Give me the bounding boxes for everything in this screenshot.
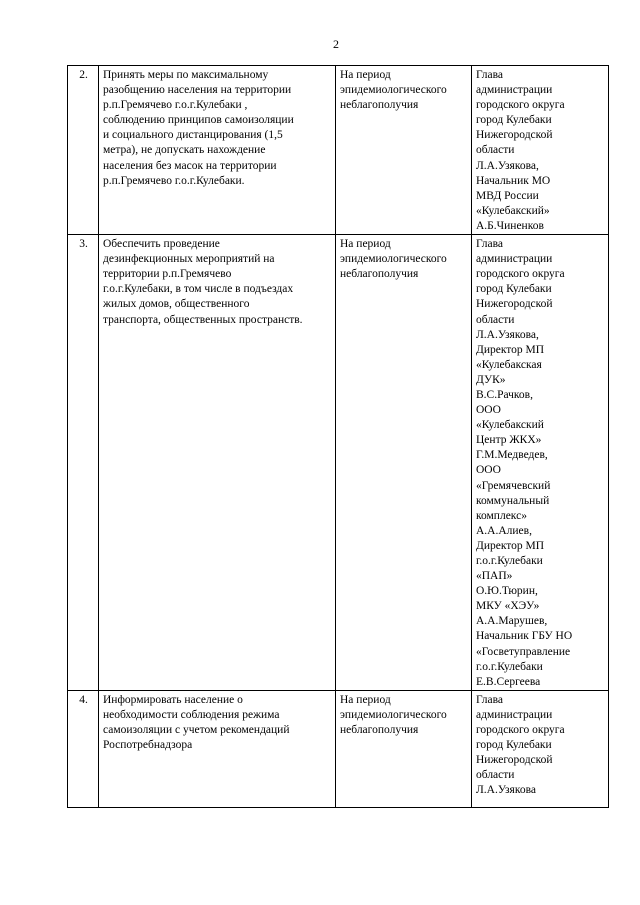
responsible-line: О.Ю.Тюрин, <box>476 585 538 598</box>
responsible-line: Г.М.Медведев, <box>476 449 548 462</box>
responsible-line: ООО <box>476 464 501 477</box>
responsible-line: МКУ «ХЭУ» <box>476 600 540 613</box>
responsible-line: администрации <box>476 253 553 266</box>
period-line: неблагополучия <box>340 724 419 737</box>
row-number: 4. <box>68 690 99 807</box>
responsible-line: В.С.Рачков, <box>476 388 533 401</box>
responsible-line: МВД России <box>476 189 539 202</box>
action-line: Обеспечить проведение <box>103 238 220 251</box>
responsible-line: «Кулебакский <box>476 419 544 432</box>
responsible-line: Нижегородской <box>476 129 553 142</box>
responsible-line: Начальник ГБУ НО <box>476 630 573 643</box>
responsible-line: ООО <box>476 404 501 417</box>
action-line: необходимости соблюдения режима <box>103 708 280 721</box>
period-line: эпидемиологического <box>340 84 447 97</box>
responsible-line: г.о.г.Кулебаки <box>476 660 543 673</box>
responsible-line: город Кулебаки <box>476 739 552 752</box>
responsible-line: Директор МП <box>476 539 545 552</box>
responsible-line: «Кулебакская <box>476 358 542 371</box>
responsible-line: город Кулебаки <box>476 114 552 127</box>
action-line: метра), не допускать нахождение <box>103 144 266 157</box>
period-line: На период <box>340 69 391 81</box>
responsible-line: г.о.г.Кулебаки <box>476 555 543 567</box>
responsible-line: области <box>476 313 515 326</box>
responsible-line: город Кулебаки <box>476 283 552 296</box>
responsible-line: Л.А.Узякова <box>476 784 536 797</box>
responsible-line: области <box>476 769 515 782</box>
responsible-line: администрации <box>476 84 553 97</box>
action-line: самоизоляции с учетом рекомендаций <box>103 724 290 737</box>
row-number: 2. <box>68 66 99 235</box>
responsible-line: Центр ЖКХ» <box>476 434 542 447</box>
responsible-line: «Гремячевский <box>476 479 551 492</box>
responsible-cell <box>472 690 609 807</box>
responsible-line: Л.А.Узякова, <box>476 159 539 172</box>
responsible-line: Глава <box>476 693 504 706</box>
responsible-line: Директор МП <box>476 343 545 356</box>
responsible-cell <box>472 66 609 235</box>
responsible-line: «Госветуправление <box>476 645 571 658</box>
responsible-line: Е.В.Сергеева <box>476 675 541 688</box>
period-line: На период <box>340 693 391 706</box>
responsible-line: А.А.Алиев, <box>476 524 532 537</box>
responsible-line: Нижегородской <box>476 754 553 767</box>
action-line: г.о.г.Кулебаки, в том числе в подъездах <box>103 283 294 296</box>
action-line: транспорта, общественных пространств. <box>103 313 303 326</box>
action-line: жилых домов, общественного <box>103 298 250 311</box>
action-line: р.п.Гремячево г.о.г.Кулебаки , <box>103 99 248 112</box>
action-line: соблюдению принципов самоизоляции <box>103 114 294 127</box>
period-cell <box>336 66 472 235</box>
period-cell <box>336 235 472 691</box>
responsible-line: «ПАП» <box>476 570 513 583</box>
responsible-line: Начальник МО <box>476 174 551 187</box>
responsible-line: комплекс» <box>476 509 527 522</box>
action-line: населения без масок на территории <box>103 159 277 172</box>
responsible-line: городского округа <box>476 724 565 737</box>
responsible-line: Глава <box>476 69 504 81</box>
responsible-line: коммунальный <box>476 494 550 507</box>
table-row <box>68 66 609 235</box>
responsible-line: А.Б.Чиненков <box>476 219 544 232</box>
action-line: Информировать население о <box>103 693 243 706</box>
action-line: и социального дистанцирования (1,5 <box>103 129 283 142</box>
table-row <box>68 235 609 691</box>
responsible-line: области <box>476 144 515 157</box>
period-line: На период <box>340 238 391 251</box>
action-line: разобщению населения на территории <box>103 84 292 97</box>
action-cell <box>99 690 336 807</box>
row-number: 3. <box>68 235 99 691</box>
table-row <box>68 690 609 807</box>
responsible-line: Л.А.Узякова, <box>476 328 539 341</box>
action-line: территории р.п.Гремячево <box>103 268 232 281</box>
action-cell <box>99 66 336 235</box>
action-line: Роспотребнадзора <box>103 739 193 752</box>
action-cell <box>99 235 336 691</box>
action-line: р.п.Гремячево г.о.г.Кулебаки. <box>103 174 245 187</box>
action-line: дезинфекционных мероприятий на <box>103 253 275 266</box>
responsible-line: А.А.Марушев, <box>476 615 548 628</box>
action-line: Принять меры по максимальному <box>103 69 269 81</box>
period-line: неблагополучия <box>340 99 419 112</box>
responsible-line: городского округа <box>476 268 565 281</box>
responsible-line: городского округа <box>476 99 565 112</box>
responsible-line: ДУК» <box>476 373 506 386</box>
responsible-cell <box>472 235 609 691</box>
responsible-line: Нижегородской <box>476 298 553 311</box>
measures-table <box>67 65 609 808</box>
period-line: эпидемиологического <box>340 708 447 721</box>
responsible-line: Глава <box>476 238 504 251</box>
responsible-line: администрации <box>476 708 553 721</box>
responsible-line: «Кулебакский» <box>476 204 550 217</box>
period-line: эпидемиологического <box>340 253 447 266</box>
page-number: 2 <box>333 37 339 51</box>
period-line: неблагополучия <box>340 268 419 281</box>
period-cell <box>336 690 472 807</box>
